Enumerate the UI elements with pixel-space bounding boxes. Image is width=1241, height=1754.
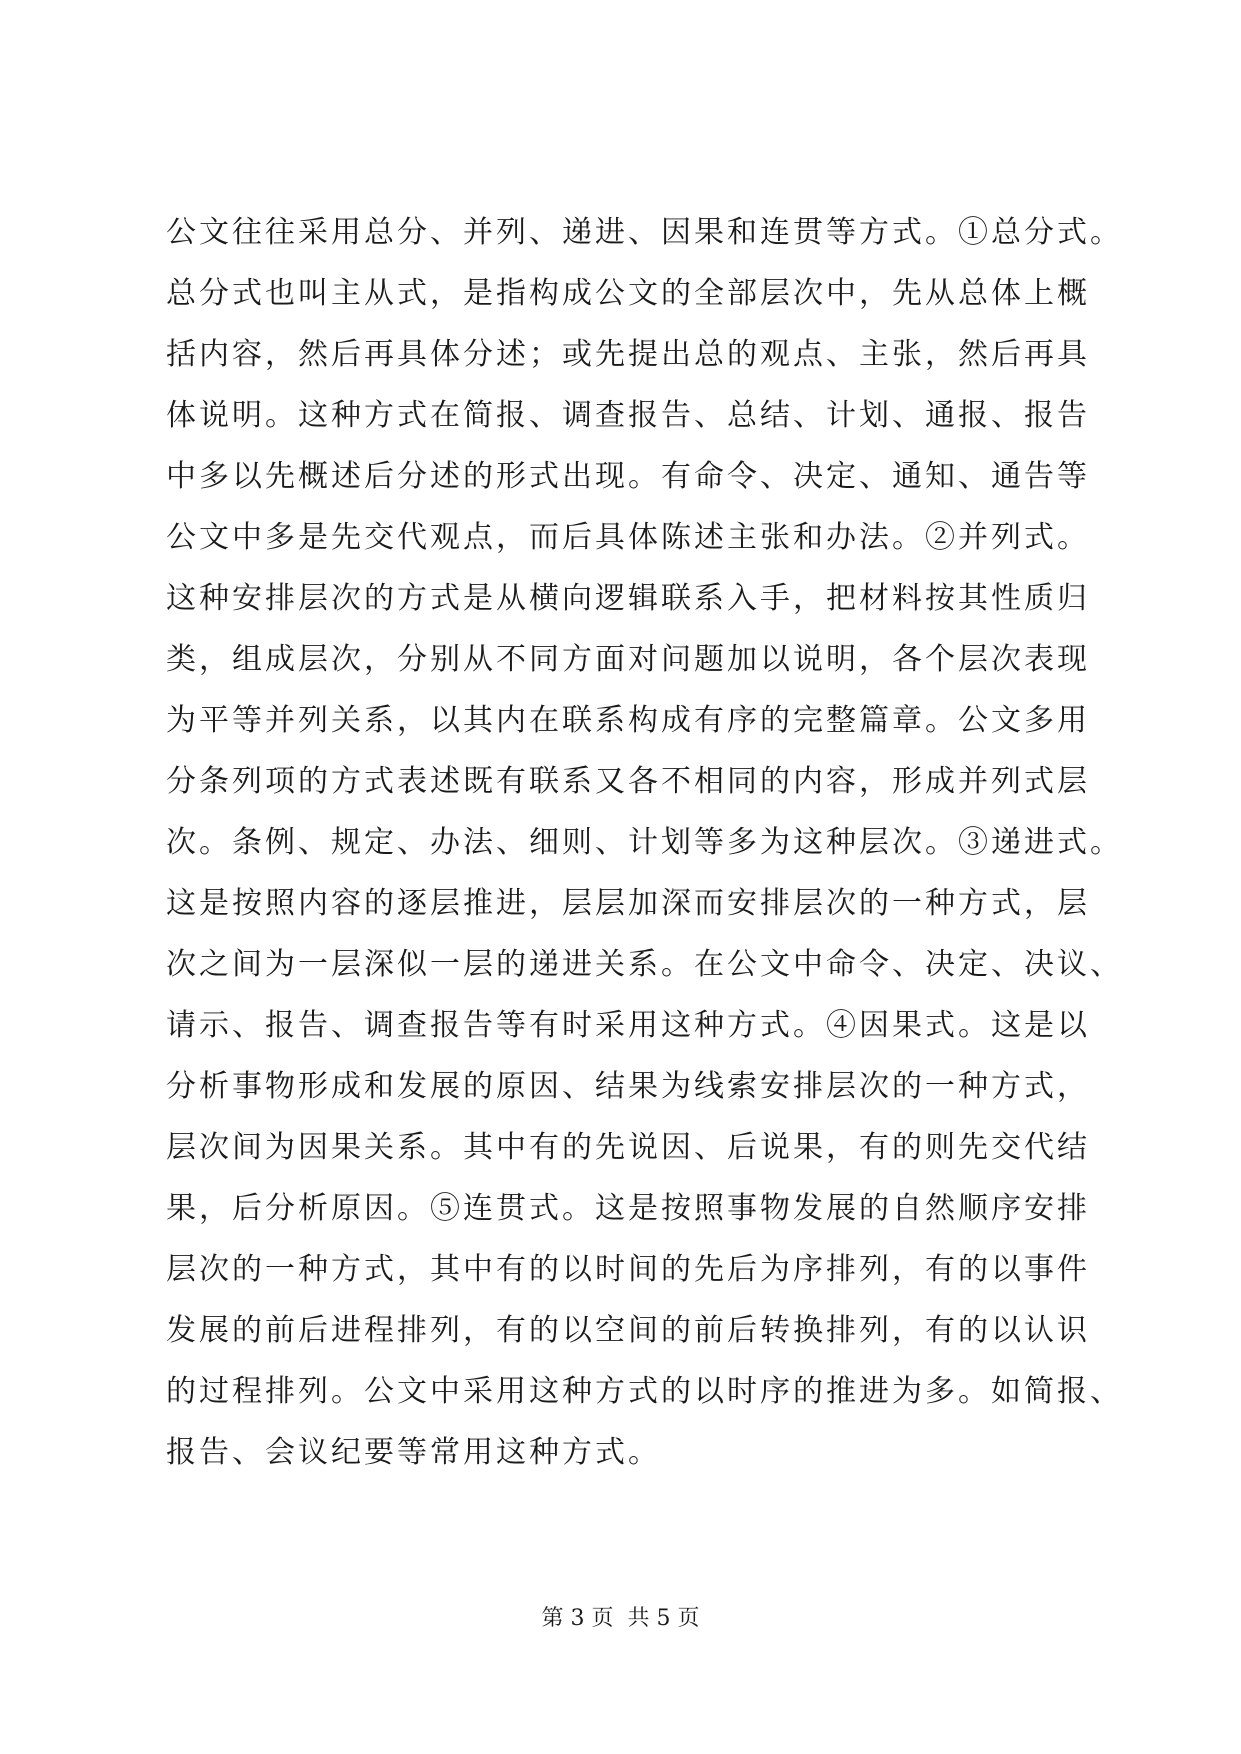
text-line: 次。条例、规定、办法、细则、计划等多为这种层次。③递进式。 <box>166 825 1123 860</box>
text-line: 这是按照内容的逐层推进，层层加深而安排层次的一种方式，层 <box>166 886 1090 921</box>
text-line: 层次的一种方式，其中有的以时间的先后为序排列，有的以事件 <box>166 1252 1090 1287</box>
text-line: 总分式也叫主从式，是指构成公文的全部层次中，先从总体上概 <box>166 276 1090 311</box>
text-line: 为平等并列关系，以其内在联系构成有序的完整篇章。公文多用 <box>166 703 1090 738</box>
text-line: 体说明。这种方式在简报、调查报告、总结、计划、通报、报告 <box>166 398 1090 433</box>
text-line-last: 报告、会议纪要等常用这种方式。 <box>166 1435 661 1470</box>
text-line: 公文中多是先交代观点，而后具体陈述主张和办法。②并列式。 <box>166 520 1090 555</box>
text-line: 这种安排层次的方式是从横向逻辑联系入手，把材料按其性质归 <box>166 581 1090 616</box>
page-total: 共 5 页 <box>627 1606 700 1631</box>
text-line: 公文往往采用总分、并列、递进、因果和连贯等方式。①总分式。 <box>166 215 1123 250</box>
text-line: 分析事物形成和发展的原因、结果为线索安排层次的一种方式， <box>166 1069 1090 1104</box>
text-line: 请示、报告、调查报告等有时采用这种方式。④因果式。这是以 <box>166 1008 1090 1043</box>
text-line: 发展的前后进程排列，有的以空间的前后转换排列，有的以认识 <box>166 1313 1090 1348</box>
text-line: 果，后分析原因。⑤连贯式。这是按照事物发展的自然顺序安排 <box>166 1191 1090 1226</box>
page-number: 第 3 页 <box>541 1606 614 1631</box>
text-line: 中多以先概述后分述的形式出现。有命令、决定、通知、通告等 <box>166 459 1090 494</box>
text-line: 层次间为因果关系。其中有的先说因、后说果，有的则先交代结 <box>166 1130 1090 1165</box>
body-text <box>166 202 1123 1483</box>
text-line: 的过程排列。公文中采用这种方式的以时序的推进为多。如简报、 <box>166 1374 1123 1409</box>
page-footer <box>0 1604 1241 1634</box>
text-line: 括内容，然后再具体分述；或先提出总的观点、主张，然后再具 <box>166 337 1090 372</box>
text-line: 分条列项的方式表述既有联系又各不相同的内容，形成并列式层 <box>166 764 1090 799</box>
text-line: 次之间为一层深似一层的递进关系。在公文中命令、决定、决议、 <box>166 947 1123 982</box>
text-line: 类，组成层次，分别从不同方面对问题加以说明，各个层次表现 <box>166 642 1090 677</box>
